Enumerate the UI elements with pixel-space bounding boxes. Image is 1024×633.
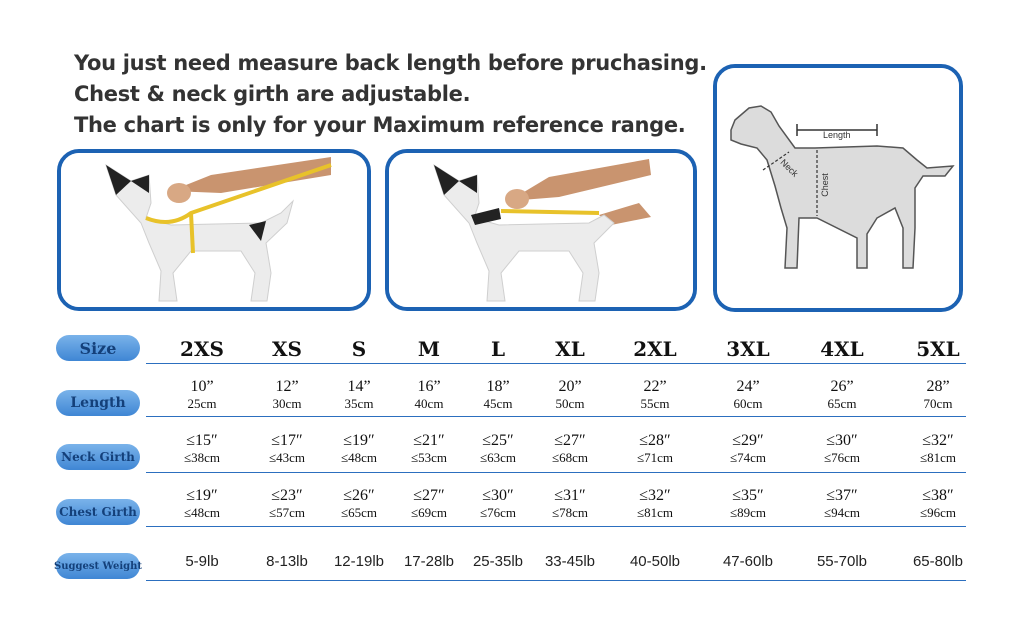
photo-measure-back: [385, 149, 697, 311]
label-neck-girth: Neck Girth: [56, 444, 140, 470]
size-cell: 5XL: [916, 337, 960, 361]
weight-cell: 55-70lb: [816, 553, 868, 570]
chest-cell: ≤19″ ≤48cm: [183, 487, 221, 520]
instruction-line-2: Chest & neck girth are adjustable.: [74, 82, 471, 106]
length-cell: 24” 60cm: [733, 378, 763, 411]
neck-cell: ≤21″ ≤53cm: [410, 432, 448, 465]
length-cell: 28” 70cm: [923, 378, 953, 411]
length-cell: 20” 50cm: [555, 378, 585, 411]
neck-cell: ≤19″ ≤48cm: [340, 432, 378, 465]
chest-cell: ≤38″ ≤96cm: [919, 487, 957, 520]
length-cell: 14” 35cm: [344, 378, 374, 411]
weight-cell: 25-35lb: [472, 553, 524, 570]
size-cell: XS: [272, 337, 302, 361]
weight-cell: 8-13lb: [266, 553, 308, 570]
row-suggest-weight: [53, 541, 966, 581]
neck-cell: ≤15″ ≤38cm: [183, 432, 221, 465]
length-label: Length: [823, 130, 851, 140]
chest-cell: ≤35″ ≤89cm: [729, 487, 767, 520]
row-size: [56, 332, 966, 364]
weight-cell: 17-28lb: [403, 553, 455, 570]
size-cell: 2XL: [633, 337, 677, 361]
size-cell: S: [351, 337, 367, 361]
neck-cell: ≤28″ ≤71cm: [636, 432, 674, 465]
length-cell: 12” 30cm: [272, 378, 302, 411]
length-cell: 26” 65cm: [827, 378, 857, 411]
photo-measure-neck: [57, 149, 371, 311]
chest-cell: ≤30″ ≤76cm: [479, 487, 517, 520]
instructions: [74, 48, 707, 141]
instruction-line-1: You just need measure back length before pruchasing.: [74, 51, 707, 75]
row-neck-girth: [56, 428, 966, 473]
neck-cell: ≤17″ ≤43cm: [268, 432, 306, 465]
neck-label: Neck: [778, 157, 801, 179]
label-length: Length: [56, 390, 140, 416]
weight-cell: 47-60lb: [722, 553, 774, 570]
weight-cell: 12-19lb: [333, 553, 385, 570]
chest-cell: ≤23″ ≤57cm: [268, 487, 306, 520]
neck-cell: ≤30″ ≤76cm: [823, 432, 861, 465]
chest-cell: ≤27″ ≤69cm: [410, 487, 448, 520]
length-cell: 18” 45cm: [483, 378, 513, 411]
label-size: Size: [56, 335, 140, 361]
chest-label: Chest: [819, 173, 830, 197]
label-suggest-weight: Suggest Weight: [56, 553, 140, 579]
size-cell: XL: [555, 337, 585, 361]
size-cell: L: [490, 337, 506, 361]
size-cell: 2XS: [180, 337, 224, 361]
size-cell: 3XL: [726, 337, 770, 361]
row-length: [56, 374, 966, 417]
size-cell: M: [417, 337, 441, 361]
weight-cell: 33-45lb: [544, 553, 596, 570]
weight-cell: 5-9lb: [185, 553, 219, 570]
weight-cell: 65-80lb: [912, 553, 964, 570]
neck-cell: ≤29″ ≤74cm: [729, 432, 767, 465]
length-cell: 10” 25cm: [187, 378, 217, 411]
chest-cell: ≤26″ ≤65cm: [340, 487, 378, 520]
row-chest-girth: [56, 483, 966, 527]
neck-cell: ≤32″ ≤81cm: [919, 432, 957, 465]
neck-cell: ≤27″ ≤68cm: [551, 432, 589, 465]
neck-cell: ≤25″ ≤63cm: [479, 432, 517, 465]
chest-cell: ≤31″ ≤78cm: [551, 487, 589, 520]
length-cell: 16” 40cm: [414, 378, 444, 411]
length-cell: 22” 55cm: [640, 378, 670, 411]
weight-cell: 40-50lb: [629, 553, 681, 570]
chest-cell: ≤37″ ≤94cm: [823, 487, 861, 520]
chest-cell: ≤32″ ≤81cm: [636, 487, 674, 520]
label-chest-girth: Chest Girth: [56, 499, 140, 525]
instruction-line-3: The chart is only for your Maximum reference range.: [74, 113, 686, 137]
measurement-diagram: [713, 64, 963, 312]
size-cell: 4XL: [820, 337, 864, 361]
